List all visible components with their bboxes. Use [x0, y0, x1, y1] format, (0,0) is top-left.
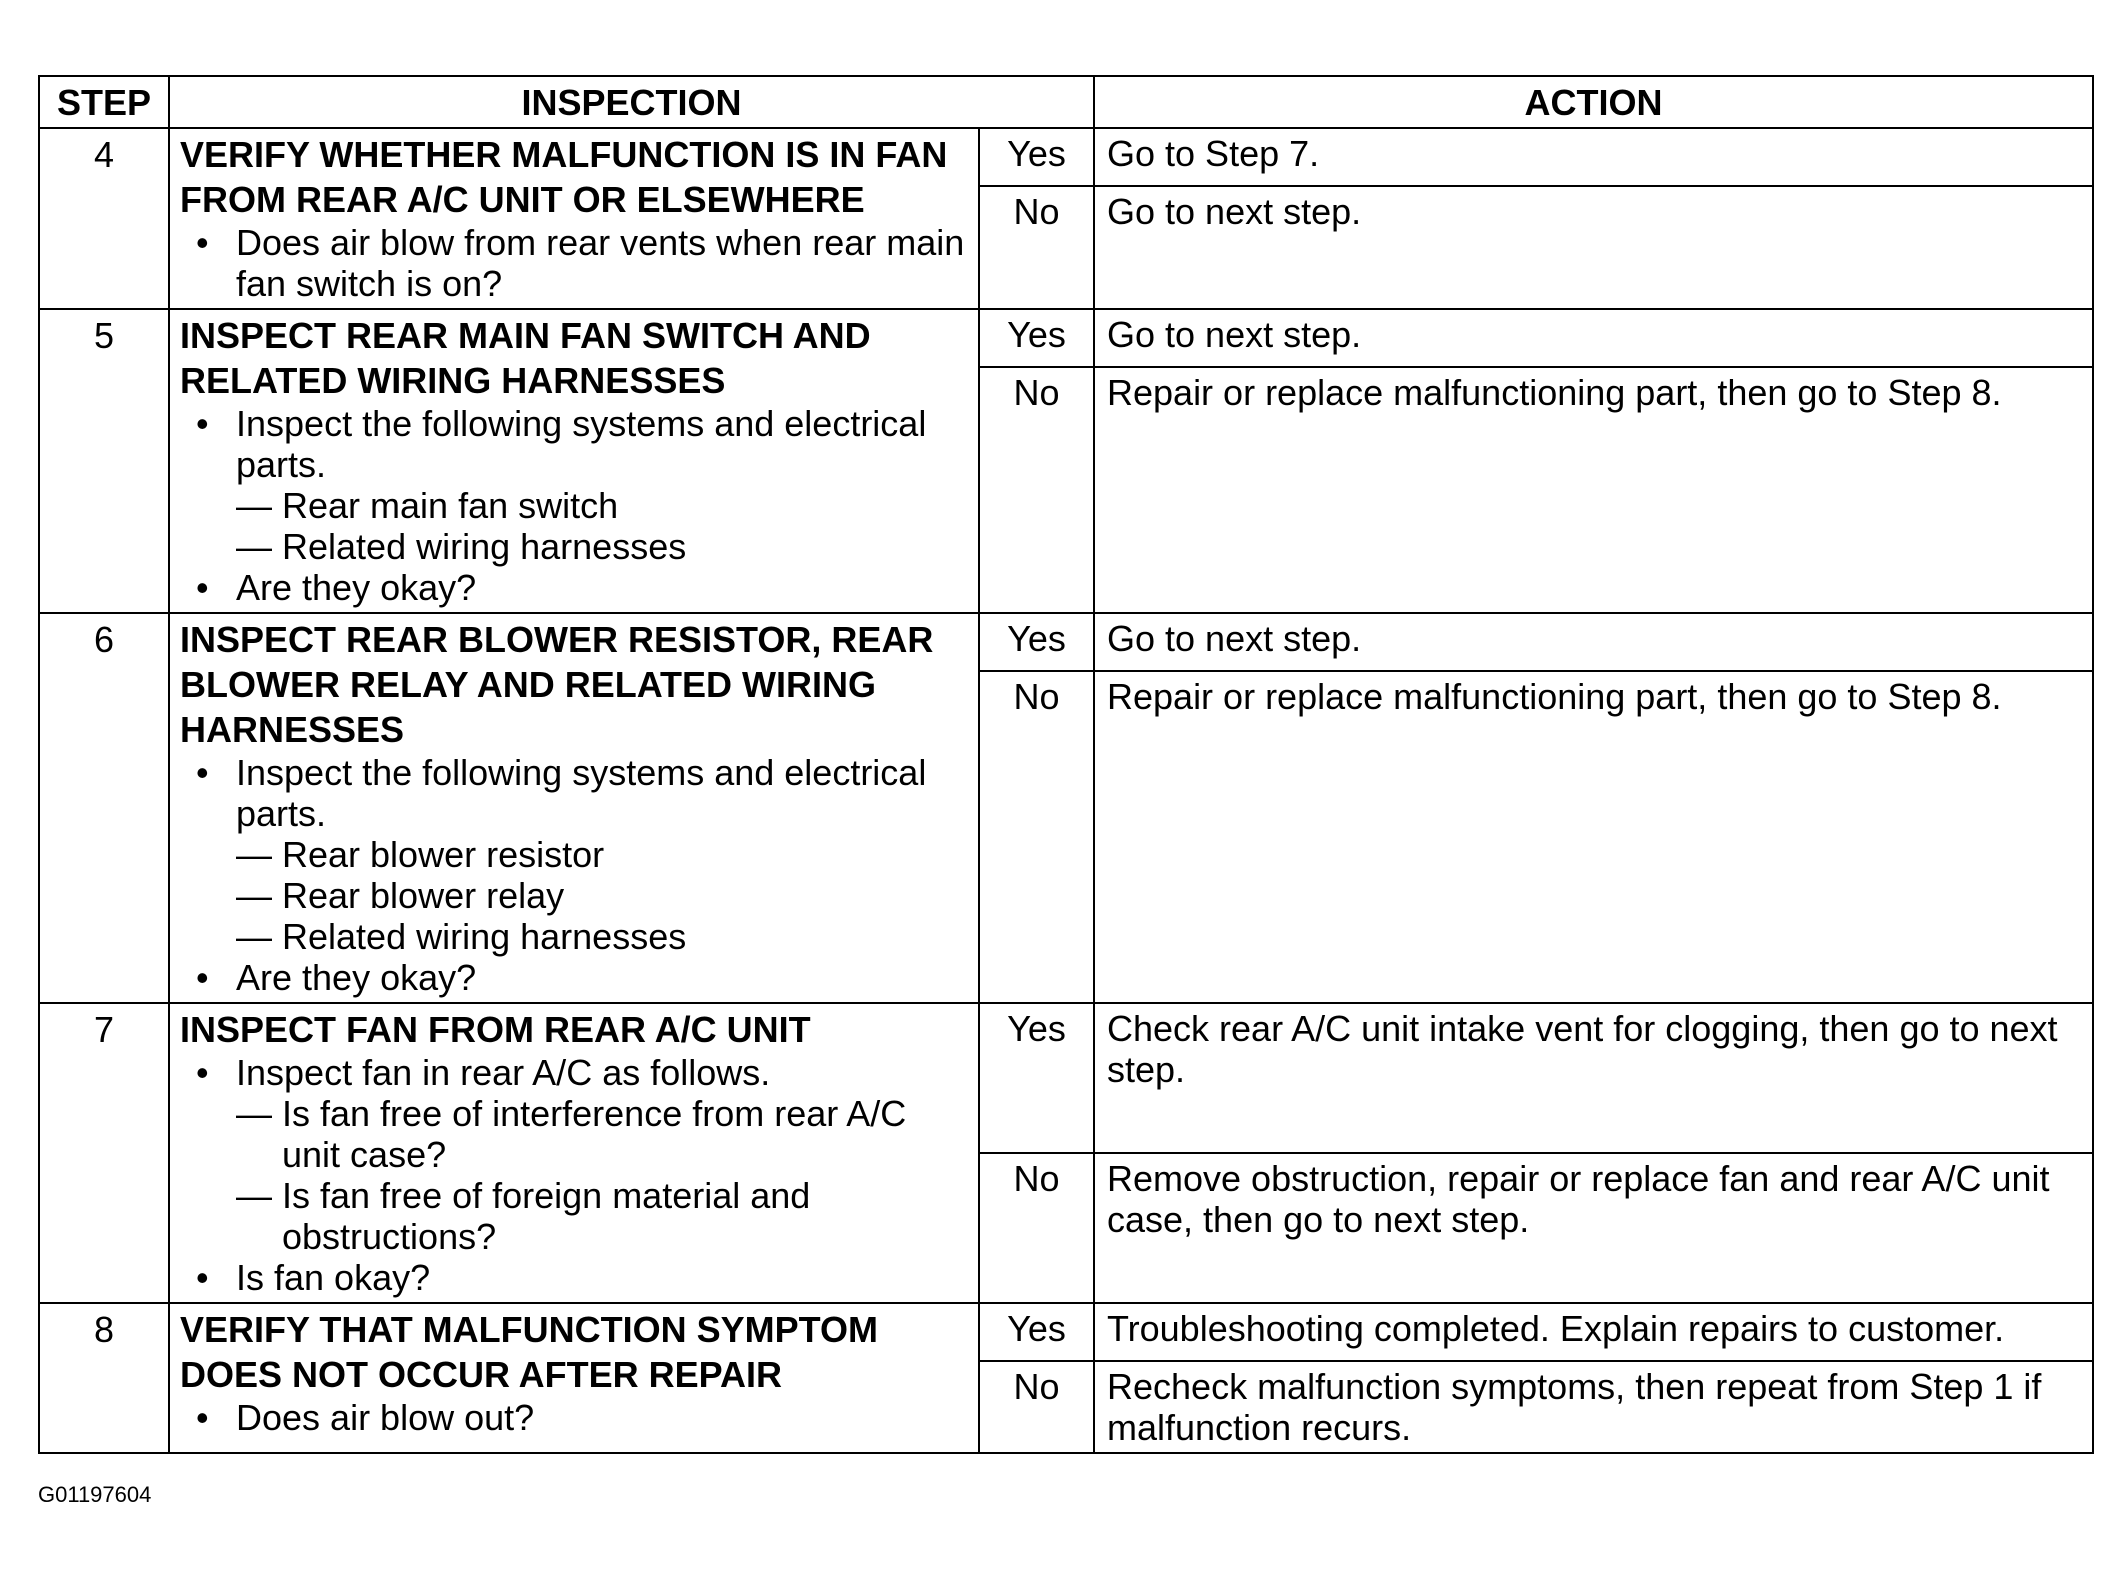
table-row	[39, 1003, 2093, 1153]
no-action: Remove obstruction, repair or replace fan and rear A/C unit case, then go to next step.	[1094, 1153, 2093, 1303]
yes-label: Yes	[979, 1003, 1094, 1153]
yes-action: Go to Step 7.	[1094, 128, 2093, 186]
inspection-cell	[169, 309, 979, 613]
inspection-title: INSPECT REAR MAIN FAN SWITCH AND RELATED WIRING HARNESSES	[180, 315, 871, 401]
no-label: No	[979, 671, 1094, 1003]
inspection-bullet: • Are they okay?	[180, 957, 968, 998]
header-row	[39, 76, 2093, 128]
yes-action: Go to next step.	[1094, 309, 2093, 367]
inspection-title: VERIFY THAT MALFUNCTION SYMPTOM DOES NOT OCCUR AFTER REPAIR	[180, 1309, 878, 1395]
inspection-cell	[169, 1003, 979, 1303]
yes-label: Yes	[979, 309, 1094, 367]
table-row	[39, 128, 2093, 186]
yes-action: Troubleshooting completed. Explain repairs to customer.	[1094, 1303, 2093, 1361]
no-label: No	[979, 1361, 1094, 1453]
inspection-title: INSPECT FAN FROM REAR A/C UNIT	[180, 1009, 811, 1050]
inspection-bullet: • Does air blow out?	[180, 1397, 968, 1438]
step-number: 4	[39, 128, 169, 309]
yes-label: Yes	[979, 613, 1094, 671]
inspection-cell	[169, 613, 979, 1003]
inspection-bullet: • Are they okay?	[180, 567, 968, 608]
yes-action: Check rear A/C unit intake vent for clogging, then go to next step.	[1094, 1003, 2093, 1153]
inspection-dash-item: — Is fan free of foreign material and obstructions?	[180, 1175, 968, 1257]
troubleshooting-table	[38, 75, 2094, 1454]
inspection-bullet: • Inspect the following systems and electrical parts.	[180, 403, 968, 485]
inspection-dash-item: — Related wiring harnesses	[180, 916, 968, 957]
inspection-dash-item: — Related wiring harnesses	[180, 526, 968, 567]
no-action: Repair or replace malfunctioning part, then go to Step 8.	[1094, 671, 2093, 1003]
action-header: ACTION	[1094, 76, 2093, 128]
figure-code: G01197604	[38, 1482, 152, 1507]
inspection-dash-item: — Rear blower resistor	[180, 834, 968, 875]
step-number: 6	[39, 613, 169, 1003]
step-header: STEP	[39, 76, 169, 128]
inspection-dash-item: — Rear blower relay	[180, 875, 968, 916]
step-number: 8	[39, 1303, 169, 1453]
inspection-cell	[169, 128, 979, 309]
yes-label: Yes	[979, 1303, 1094, 1361]
inspection-bullet: • Inspect fan in rear A/C as follows.	[180, 1052, 968, 1093]
inspection-header: INSPECTION	[169, 76, 1094, 128]
no-label: No	[979, 367, 1094, 613]
no-label: No	[979, 186, 1094, 309]
table-row	[39, 309, 2093, 367]
inspection-dash-item: — Is fan free of interference from rear A/C unit case?	[180, 1093, 968, 1175]
inspection-title: INSPECT REAR BLOWER RESISTOR, REAR BLOWER RELAY AND RELATED WIRING HARNESSES	[180, 619, 934, 750]
inspection-bullet: • Does air blow from rear vents when rear main fan switch is on?	[180, 222, 968, 304]
inspection-bullet: • Inspect the following systems and electrical parts.	[180, 752, 968, 834]
yes-label: Yes	[979, 128, 1094, 186]
inspection-bullet: • Is fan okay?	[180, 1257, 968, 1298]
inspection-title: VERIFY WHETHER MALFUNCTION IS IN FAN FROM REAR A/C UNIT OR ELSEWHERE	[180, 134, 948, 220]
table-row	[39, 613, 2093, 671]
no-action: Recheck malfunction symptoms, then repeat from Step 1 if malfunction recurs.	[1094, 1361, 2093, 1453]
step-number: 5	[39, 309, 169, 613]
no-action: Repair or replace malfunctioning part, then go to Step 8.	[1094, 367, 2093, 613]
inspection-dash-item: — Rear main fan switch	[180, 485, 968, 526]
no-action: Go to next step.	[1094, 186, 2093, 309]
no-label: No	[979, 1153, 1094, 1303]
inspection-cell	[169, 1303, 979, 1453]
step-number: 7	[39, 1003, 169, 1303]
table-row	[39, 1303, 2093, 1361]
yes-action: Go to next step.	[1094, 613, 2093, 671]
